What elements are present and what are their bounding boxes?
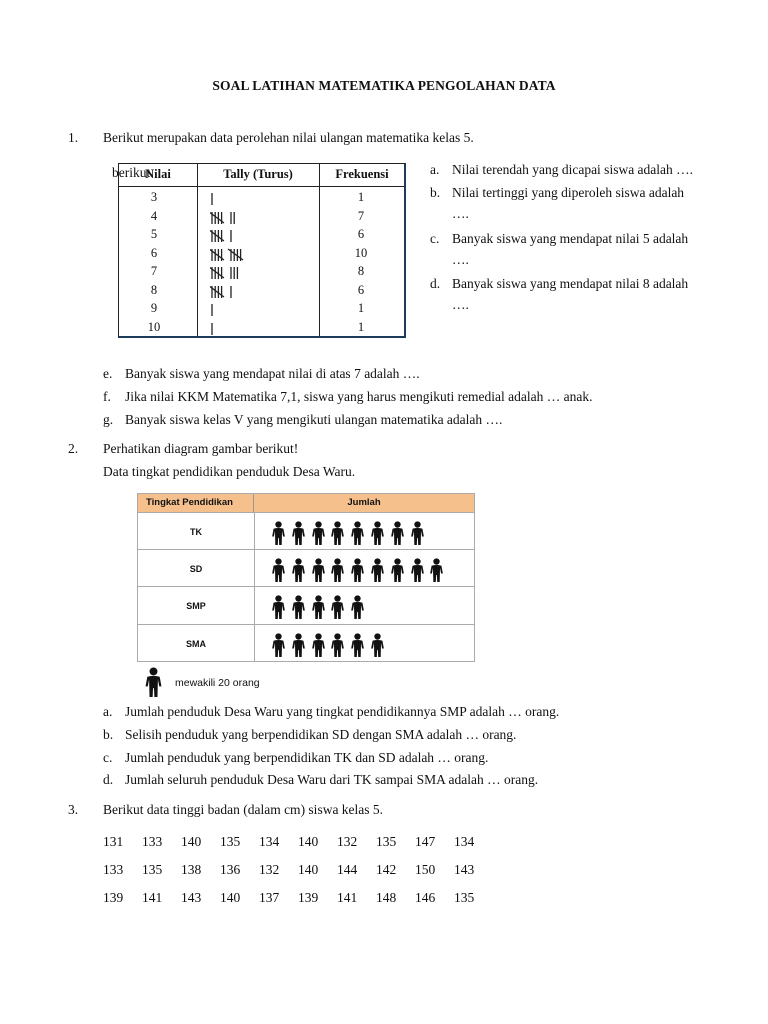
height-data-row	[103, 834, 493, 850]
q1-side-label: d.	[430, 276, 441, 291]
person-icon	[408, 521, 427, 545]
person-icon	[348, 521, 367, 545]
q1-text: Berikut merupakan data perolehan nilai ulangan matematika kelas 5.	[103, 130, 474, 145]
person-icon	[368, 633, 387, 657]
person-icon	[289, 595, 308, 619]
tally-marks	[210, 265, 280, 281]
height-value: 137	[259, 890, 280, 905]
pictogram-table	[137, 493, 475, 662]
q1-side-label: b.	[430, 185, 441, 200]
q1-side-text: Banyak siswa yang mendapat nilai 5 adalah	[452, 231, 689, 246]
q1-below-text: Banyak siswa yang mendapat nilai di atas 7 adalah ….	[125, 366, 420, 381]
q2-text-1: Perhatikan diagram gambar berikut!	[103, 441, 299, 456]
person-icon	[269, 558, 288, 582]
q2-question-label: d.	[103, 772, 114, 787]
height-value: 141	[337, 890, 358, 905]
person-icon	[289, 521, 308, 545]
frekuensi-cell: 10	[354, 245, 368, 260]
height-value: 135	[220, 834, 241, 849]
tally-marks	[210, 284, 280, 300]
height-value: 144	[337, 862, 358, 877]
height-value: 139	[103, 890, 124, 905]
height-value: 147	[415, 834, 436, 849]
q1-side-text-cont: ….	[452, 206, 469, 221]
person-icon	[328, 558, 347, 582]
q1-side-text: Nilai tertinggi yang diperoleh siswa adalah	[452, 185, 685, 200]
height-value: 140	[220, 890, 241, 905]
height-value: 131	[103, 834, 124, 849]
tally-table	[118, 163, 406, 338]
q2-question-text: Jumlah penduduk yang berpendidikan TK dan SD adalah … orang.	[125, 750, 489, 765]
person-icon	[328, 633, 347, 657]
q2-question-label: b.	[103, 727, 114, 742]
person-icon	[309, 595, 328, 619]
q1-side-text: Banyak siswa yang mendapat nilai 8 adalah	[452, 276, 689, 291]
height-value: 140	[298, 862, 319, 877]
q1-side-text-cont: ….	[452, 297, 469, 312]
height-value: 134	[259, 834, 280, 849]
pictogram-header	[138, 494, 474, 513]
person-icon	[309, 558, 328, 582]
nilai-cell: 5	[150, 227, 158, 241]
q2-question-label: c.	[103, 750, 113, 765]
nilai-cell: 8	[150, 282, 158, 297]
header-tingkat-pendidikan: Tingkat Pendidikan	[138, 494, 254, 512]
person-icon	[328, 595, 347, 619]
q3-number: 3.	[68, 802, 79, 817]
height-data-row	[103, 862, 493, 878]
height-value: 136	[220, 862, 241, 877]
person-icon	[348, 595, 367, 619]
frekuensi-cell: 1	[357, 301, 365, 315]
height-value: 139	[298, 890, 319, 905]
q2-text-2: Data tingkat pendidikan penduduk Desa Waru.	[103, 464, 356, 479]
person-icons	[269, 558, 447, 586]
header-tally: Tally (Turus)	[223, 167, 293, 181]
q2-question-label: a.	[103, 704, 113, 719]
tally-marks	[210, 191, 280, 207]
education-level-label: SD	[138, 550, 255, 587]
education-level-label: TK	[138, 513, 255, 550]
q1-below-text: Jika nilai KKM Matematika 7,1, siswa yang harus mengikuti remedial adalah … anak.	[125, 389, 593, 404]
height-value: 148	[376, 890, 397, 905]
nilai-cell: 7	[150, 264, 158, 278]
nilai-cell: 4	[150, 208, 158, 223]
person-icons	[269, 521, 427, 549]
person-icon	[388, 521, 407, 545]
person-icon	[388, 558, 407, 582]
height-value: 135	[376, 834, 397, 849]
frekuensi-cell: 6	[357, 227, 365, 241]
person-icon	[368, 521, 387, 545]
height-value: 142	[376, 862, 397, 877]
q1-side-text: Nilai terendah yang dicapai siswa adalah ….	[452, 162, 694, 177]
person-icon	[143, 667, 164, 697]
pictogram-row	[138, 549, 474, 587]
q1-side-label: c.	[430, 231, 440, 246]
person-icon	[289, 633, 308, 657]
tally-marks	[210, 302, 280, 318]
person-icon	[408, 558, 427, 582]
height-value: 141	[142, 890, 163, 905]
height-value: 132	[337, 834, 358, 849]
tally-marks	[210, 210, 280, 226]
height-value: 146	[415, 890, 436, 905]
person-icon	[289, 558, 308, 582]
nilai-cell: 3	[150, 190, 158, 204]
frekuensi-cell: 1	[357, 319, 365, 334]
legend-label: mewakili 20 orang	[175, 677, 260, 689]
nilai-cell: 10	[147, 319, 161, 334]
person-icons	[269, 595, 368, 623]
height-value: 135	[454, 890, 475, 905]
person-icon	[309, 521, 328, 545]
person-icon	[328, 521, 347, 545]
nilai-cell: 6	[150, 245, 158, 260]
pictogram-row	[138, 512, 474, 550]
nilai-cell: 9	[150, 301, 158, 315]
person-icon	[348, 558, 367, 582]
height-value: 140	[181, 834, 202, 849]
header-frekuensi: Frekuensi	[335, 167, 389, 181]
education-level-label: SMP	[138, 587, 255, 625]
height-value: 143	[181, 890, 202, 905]
height-value: 133	[142, 834, 163, 849]
height-value: 133	[103, 862, 124, 877]
person-icon	[269, 633, 288, 657]
height-value: 132	[259, 862, 280, 877]
person-icon	[348, 633, 367, 657]
q1-below-label: g.	[103, 412, 114, 427]
q1-side-label: a.	[430, 162, 440, 177]
overlapping-word-berikut: berikut	[112, 165, 151, 180]
page-title: SOAL LATIHAN MATEMATIKA PENGOLAHAN DATA	[212, 78, 556, 93]
q2-question-text: Selisih penduduk yang berpendidikan SD dengan SMA adalah … orang.	[125, 727, 517, 742]
tally-marks	[210, 321, 280, 337]
tally-marks	[210, 228, 280, 244]
person-icon	[427, 558, 446, 582]
q1-side-text-cont: ….	[452, 252, 469, 267]
person-icon	[269, 521, 288, 545]
tally-marks	[210, 247, 280, 263]
frekuensi-cell: 6	[357, 282, 365, 297]
height-value: 140	[298, 834, 319, 849]
person-icon	[368, 558, 387, 582]
q1-below-text: Banyak siswa kelas V yang mengikuti ulangan matematika adalah ….	[125, 412, 503, 427]
q2-question-text: Jumlah seluruh penduduk Desa Waru dari TK sampai SMA adalah … orang.	[125, 772, 539, 787]
legend-person-icon	[143, 667, 164, 701]
person-icons	[269, 633, 388, 661]
education-level-label: SMA	[138, 625, 255, 662]
pictogram-row	[138, 586, 474, 625]
pictogram-row	[138, 624, 474, 662]
height-value: 135	[142, 862, 163, 877]
q2-number: 2.	[68, 441, 79, 456]
header-nilai: Nilai	[145, 167, 171, 181]
q1-below-label: e.	[103, 366, 113, 381]
frekuensi-cell: 8	[357, 264, 365, 278]
height-value: 138	[181, 862, 202, 877]
height-value: 143	[454, 862, 475, 877]
q3-text: Berikut data tinggi badan (dalam cm) siswa kelas 5.	[103, 802, 384, 817]
person-icon	[309, 633, 328, 657]
person-icon	[269, 595, 288, 619]
frekuensi-cell: 7	[357, 208, 365, 223]
height-value: 134	[454, 834, 475, 849]
header-jumlah: Jumlah	[347, 497, 381, 508]
frekuensi-cell: 1	[357, 190, 365, 204]
q1-below-label: f.	[103, 389, 111, 404]
height-data-row	[103, 890, 493, 906]
q2-question-text: Jumlah penduduk Desa Waru yang tingkat pendidikannya SMP adalah … orang.	[125, 704, 560, 719]
q1-number: 1.	[68, 130, 79, 145]
height-value: 150	[415, 862, 436, 877]
